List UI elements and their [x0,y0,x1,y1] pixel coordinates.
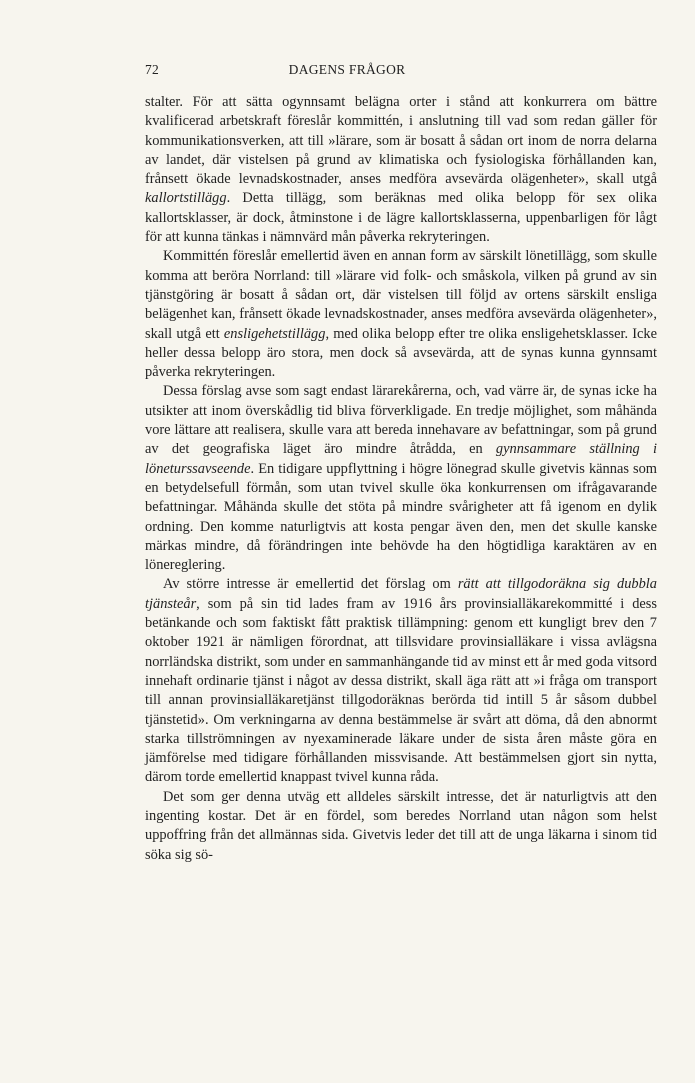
paragraph-1 [145,93,657,247]
paragraph-5 [145,788,657,865]
running-title: DAGENS FRÅGOR [288,62,406,77]
text-run: , med olika belopp efter tre olika ensligehetsklasser. Icke heller dessa belopp äro stora, men dock så avsevärda, att de synas kunna gynnsamt påverka rekryteringen. [145,325,658,381]
text-run: Det som ger denna utväg ett alldeles särskilt intresse, det är naturligtvis att den ingenting kostar. Det är en fördel, som beredes Norrland utan någon som helst uppoffring från det allmännas sida. Givetvis leder det till att de unga läkarna i sinom tid söka sig sö- [145,788,657,863]
paragraph-2 [145,247,657,382]
body-text [145,93,657,865]
italic-term: gynnsammare ställning i löneturssavseende [145,441,657,477]
page-header [145,62,555,78]
italic-term: ensligehetstillägg [223,325,326,342]
page-number: 72 [145,62,160,77]
italic-term: rätt att tillgodoräkna sig dubbla tjänsteår [145,576,657,612]
text-run: Kommittén föreslår emellertid även en annan form av särskilt lönetillägg, som skulle komma att beröra Norrland: till »lärare vid folk- och småskola, vilken på grund av sin tjänstgöring är bosatt å sådan ort, där vistelsen till följd av ortens särskilt ensliga belägenhet kan, frånsett ökade levnadskostnader, anses medföra avsevärda olägenheter», skall utgå ett [145,248,657,342]
paragraph-4 [145,575,657,787]
paragraph-3 [145,382,657,575]
text-run: . En tidigare uppflyttning i högre lönegrad skulle givetvis kännas som en betydelsefull förmån, som utan tvivel skulle öka konkurrensen om ifrågavarande befattningar. Måhända skulle det stöta på mindre svårigheter att få igenom en dylik ordning. Den komme naturligtvis att kosta pengar även den, men det skulle kanske märkas mindre, då förändringen inte behövde ha den högtidliga karaktären av en lönereglering. [145,460,657,574]
text-run: Dessa förslag avse som sagt endast lärarekårerna, och, vad värre är, de synas icke ha utsikter att inom överskådlig tid bliva förverkligade. En tredje möjlighet, som måhända vore lättare att realisera, skulle vara att bereda innehavare av befattningar, som på grund av det geografiska läget äro mindre åtrådda, en [145,383,657,458]
text-run: stalter. För att sätta ogynnsamt belägna orter i stånd att konkurrera om bättre kvalificerad arbetskraft föreslår kommittén, i anslutning till vad som redan gäller för kommunikationsverken, att till »lärare, som är bosatt å sådan ort inom de norra delarna av landet, där vistelsen på grund av klimatiska och fysiologiska förhållanden kan, frånsett ökade levnadskostnader, anses medföra avsevärda olägenheter», skall utgå [145,94,657,188]
italic-term: kallortstillägg [145,190,227,207]
text-run: Av större intresse är emellertid det förslag om [163,576,458,593]
text-run: , som på sin tid lades fram av 1916 års provinsialläkarekommitté i dess betänkande och som faktiskt fått praktisk tillämpning: genom ett kungligt brev den 7 oktober 1921 är nämligen förordnat, att tillsvidare provinsialläkare i vissa avlägsna norrländska distrikt, som under en sammanhängande tid av minst ett år med goda vitsord innehaft ordinarie tjänst i något av dessa distrikt, skall äga rätt att »i fråga om transport till annan provinsialläkaretjänst tillgodoräknas berörda tid intill 5 år såsom dubbel tjänstetid». Om verkningarna av denna bestämmelse är svårt att döma, då den abnormt starka tillströmningen av nyexaminerade läkare under de sista åren måste göra en jämförelse med tidigare förhållanden missvisande. Att bestämmelsen gjort sin nytta, därom torde emellertid knappast tvivel kunna råda. [145,595,657,786]
text-run: . Detta tillägg, som beräknas med olika belopp för sex olika kallortsklasser, är dock, åtminstone i de lägre kallortsklasserna, uppenbarligen för lågt för att kunna tänkas i nämnvärd mån påverka rekryteringen. [145,190,657,246]
